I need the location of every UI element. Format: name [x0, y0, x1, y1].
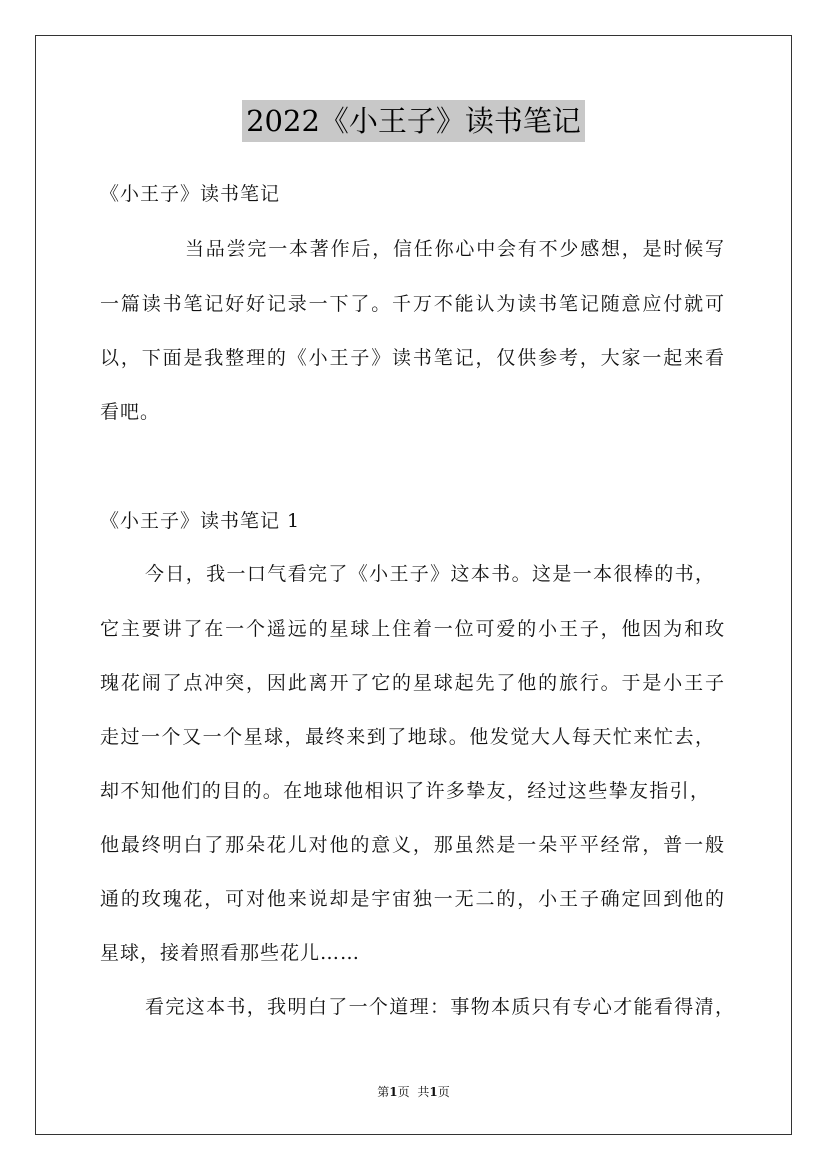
section1-line-9: 看完这本书，我明白了一个道理：事物本质只有专心才能看得清，	[145, 996, 735, 1018]
document-title-wrapper	[0, 100, 827, 142]
footer-page-number: 1	[389, 1085, 398, 1099]
page-footer	[0, 1084, 827, 1100]
footer-page-unit: 页	[397, 1085, 410, 1099]
footer-page-label: 第	[377, 1085, 390, 1099]
section1-line-6: 他最终明白了那朵花儿对他的意义，那虽然是一朵平平经常，普一般	[100, 834, 725, 856]
footer-total-unit: 页	[437, 1085, 450, 1099]
intro-line-2: 一篇读书笔记好好记录一下了。千万不能认为读书笔记随意应付就可	[100, 293, 725, 315]
document-title: 2022《小王子》读书笔记	[242, 100, 585, 142]
section1-heading: 《小王子》读书笔记 1	[100, 510, 301, 532]
section1-line-4: 走过一个又一个星球，最终来到了地球。他发觉大人每天忙来忙去，	[100, 726, 715, 748]
footer-total-label: 共	[417, 1085, 430, 1099]
subtitle: 《小王子》读书笔记	[100, 183, 281, 205]
intro-line-3: 以，下面是我整理的《小王子》读书笔记，仅供参考，大家一起来看	[100, 347, 725, 369]
footer-total-number: 1	[429, 1085, 438, 1099]
intro-line-4: 看吧。	[100, 401, 161, 423]
section1-line-5: 却不知他们的目的。在地球他相识了许多挚友，经过这些挚友指引，	[100, 780, 710, 802]
section1-line-2: 它主要讲了在一个遥远的星球上住着一位可爱的小王子，他因为和玫	[100, 618, 725, 640]
section1-line-1: 今日，我一口气看完了《小王子》这本书。这是一本很棒的书，	[145, 563, 715, 585]
section1-line-7: 通的玫瑰花，可对他来说却是宇宙独一无二的，小王子确定回到他的	[100, 888, 725, 910]
section1-line-3: 瑰花闹了点冲突，因此离开了它的星球起先了他的旅行。于是小王子	[100, 672, 725, 694]
section1-line-8: 星球，接着照看那些花儿……	[100, 942, 361, 964]
intro-line-1: 当品尝完一本著作后，信任你心中会有不少感想，是时候写	[185, 238, 725, 260]
